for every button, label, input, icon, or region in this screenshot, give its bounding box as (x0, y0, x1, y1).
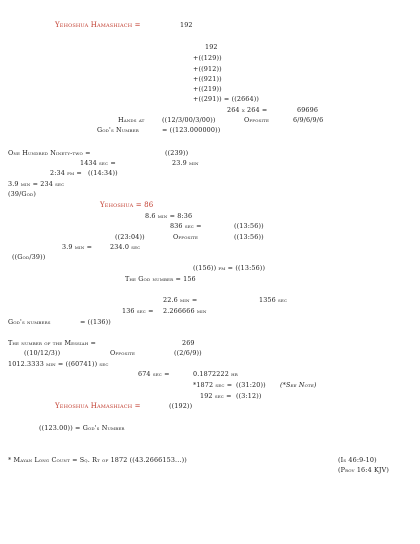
value-2304: ((23:04)) (115, 233, 145, 241)
yehoshua-hamashiach-2: Yehoshua Hamashiach = (55, 402, 141, 410)
hands-label: Hands at (118, 116, 145, 124)
hr-value: 0.1872222 hr (193, 370, 238, 378)
isaiah-reference: (Is 46:9-10) (338, 456, 377, 464)
mayan-footnote: * Mayan Long Count = Sq. Rt of 1872 ((43.2666153...)) (8, 456, 187, 464)
sec-136-label: 136 sec = (122, 307, 154, 315)
gods-numbers-label: God's numbers (8, 318, 51, 326)
opposite-value: 6/9/6/9/6 (293, 116, 324, 124)
messiah-value: 269 (182, 339, 195, 347)
gods-number-value: = ((123.000000)) (162, 126, 221, 134)
multiplication-label: 264 x 264 = (227, 106, 268, 114)
min-2266-value: 2.266666 min (163, 307, 207, 315)
min-39-label: 3.9 min = (62, 243, 93, 251)
pm-156-line: ((156)) pm = ((13:56)) (193, 264, 266, 272)
opposite-label: Opposite (173, 233, 199, 241)
pm-value: ((14:34)) (88, 169, 118, 177)
min-1012-line: 1012.3333 min = ((60741)) sec (8, 360, 109, 368)
min-sec-line: 3.9 min = 234 sec (8, 180, 65, 188)
sum-line: +((129)) (193, 54, 222, 62)
title-value: 192 (180, 21, 193, 29)
value-192: ((192)) (169, 402, 193, 410)
value-269: ((2/6/9)) (174, 349, 202, 357)
min-86-line: 8.6 min = 8:36 (145, 212, 193, 220)
gods-number-label: God's Number (97, 126, 139, 134)
hands-value: ((12/3/00/3/00)) (162, 116, 216, 124)
sec-836-label: 836 sec = (170, 222, 202, 230)
gods-number-line: ((123.00)) = God's Number (39, 424, 125, 432)
value-10123: ((10/12/3)) (24, 349, 61, 357)
god-number-156: The God number = 156 (125, 275, 196, 283)
opposite-label: Opposite (244, 116, 270, 124)
sum-line: 192 (205, 43, 218, 51)
gods-numbers-value: = ((136)) (80, 318, 111, 326)
yehoshua-86: Yehoshua = 86 (100, 201, 154, 209)
god-39-value: ((God/39)) (12, 253, 46, 261)
sec-label: 1434 sec = (80, 159, 116, 167)
title-name: Yehoshua Hamashiach = (55, 21, 141, 29)
see-note: (*See Note) (280, 381, 317, 389)
value-1356: ((13:56)) (234, 233, 264, 241)
pm-label: 2:34 pm = (50, 169, 82, 177)
sec-674-label: 674 sec = (138, 370, 170, 378)
sum-line: +((219)) (193, 85, 222, 93)
sec-2340-value: 234.0 sec (110, 243, 141, 251)
proverbs-reference: (Prov 16:4 KJV) (338, 466, 390, 474)
multiplication-value: 69696 (297, 106, 319, 114)
value-312: ((3:12)) (236, 392, 262, 400)
value-3120: ((31:20)) (236, 381, 266, 389)
value-1356: ((13:56)) (234, 222, 264, 230)
min-value: 23.9 min (172, 159, 199, 167)
messiah-label: The number of the Messiah = (8, 339, 97, 347)
sum-line: +((921)) (193, 75, 222, 83)
sec-192-label: 192 sec = (200, 392, 232, 400)
hundred-value: ((239)) (165, 149, 189, 157)
sec-1872-label: *1872 sec = (193, 381, 233, 389)
god-39-line: (39/God) (8, 190, 37, 198)
sum-line: +((912)) (193, 65, 222, 73)
sec-1356-value: 1356 sec (259, 296, 288, 304)
opposite-label: Opposite (110, 349, 136, 357)
sum-total-line: +((291)) = ((2664)) (193, 95, 260, 103)
hundred-label: One Hundred Ninety-two = (8, 149, 91, 157)
min-226-label: 22.6 min = (163, 296, 198, 304)
